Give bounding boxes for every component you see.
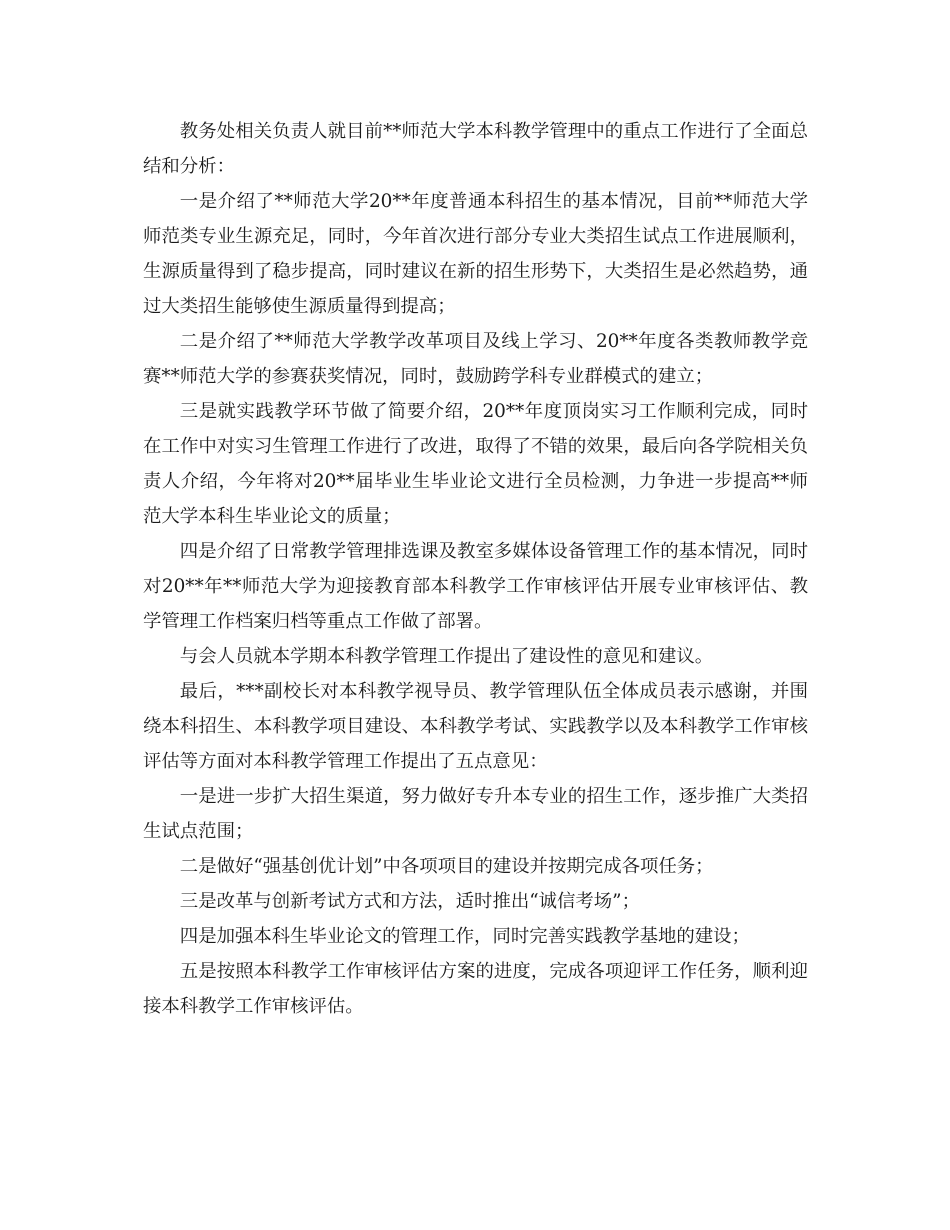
paragraph-vice-president-remarks: 最后，***副校长对本科教学视导员、教学管理队伍全体成员表示感谢，并围绕本科招生、本科教学项目建设、本科教学考试、实践教学以及本科教学工作审核评估等方面对本科教学管理工作提出了五点意见： bbox=[143, 681, 808, 772]
paragraph-practice-teaching: 三是就实践教学环节做了简要介绍，20**年度顶岗实习工作顺利完成，同时在工作中对实习生管理工作进行了改进，取得了不错的效果，最后向各学院相关负责人介绍，今年将对20**届毕业生毕业论文进行全员检测，力争进一步提高**师范大学本科生毕业论文的质量； bbox=[143, 401, 808, 527]
paragraph-opinion-2: 二是做好“强基创优计划”中各项项目的建设并按期完成各项任务； bbox=[179, 856, 714, 877]
paragraph-daily-management: 四是介绍了日常教学管理排选课及教室多媒体设备管理工作的基本情况，同时对20**年**师范大学为迎接教育部本科教学工作审核评估开展专业审核评估、教学管理工作档案归档等重点工作做了部署。 bbox=[143, 541, 808, 632]
paragraph-teaching-reform: 二是介绍了**师范大学教学改革项目及线上学习、20**年度各类教师教学竞赛**师范大学的参赛获奖情况，同时，鼓励跨学科专业群模式的建立； bbox=[143, 331, 808, 387]
document-body bbox=[143, 114, 808, 1024]
paragraph-enrollment: 一是介绍了**师范大学20**年度普通本科招生的基本情况，目前**师范大学师范类专业生源充足，同时，今年首次进行部分专业大类招生试点工作进展顺利，生源质量得到了稳步提高，同时建议在新的招生形势下，大类招生是必然趋势，通过大类招生能够使生源质量得到提高； bbox=[143, 191, 808, 317]
paragraph-attendee-suggestions: 与会人员就本学期本科教学管理工作提出了建设性的意见和建议。 bbox=[179, 646, 714, 667]
paragraph-opinion-4: 四是加强本科生毕业论文的管理工作，同时完善实践教学基地的建设； bbox=[179, 926, 750, 947]
paragraph-summary-intro: 教务处相关负责人就目前**师范大学本科教学管理中的重点工作进行了全面总结和分析： bbox=[143, 121, 808, 177]
paragraph-opinion-3: 三是改革与创新考试方式和方法，适时推出“诚信考场”； bbox=[179, 891, 640, 912]
paragraph-opinion-5: 五是按照本科教学工作审核评估方案的进度，完成各项迎评工作任务，顺利迎接本科教学工作审核评估。 bbox=[143, 961, 808, 1017]
paragraph-opinion-1: 一是进一步扩大招生渠道，努力做好专升本专业的招生工作，逐步推广大类招生试点范围； bbox=[143, 786, 808, 842]
